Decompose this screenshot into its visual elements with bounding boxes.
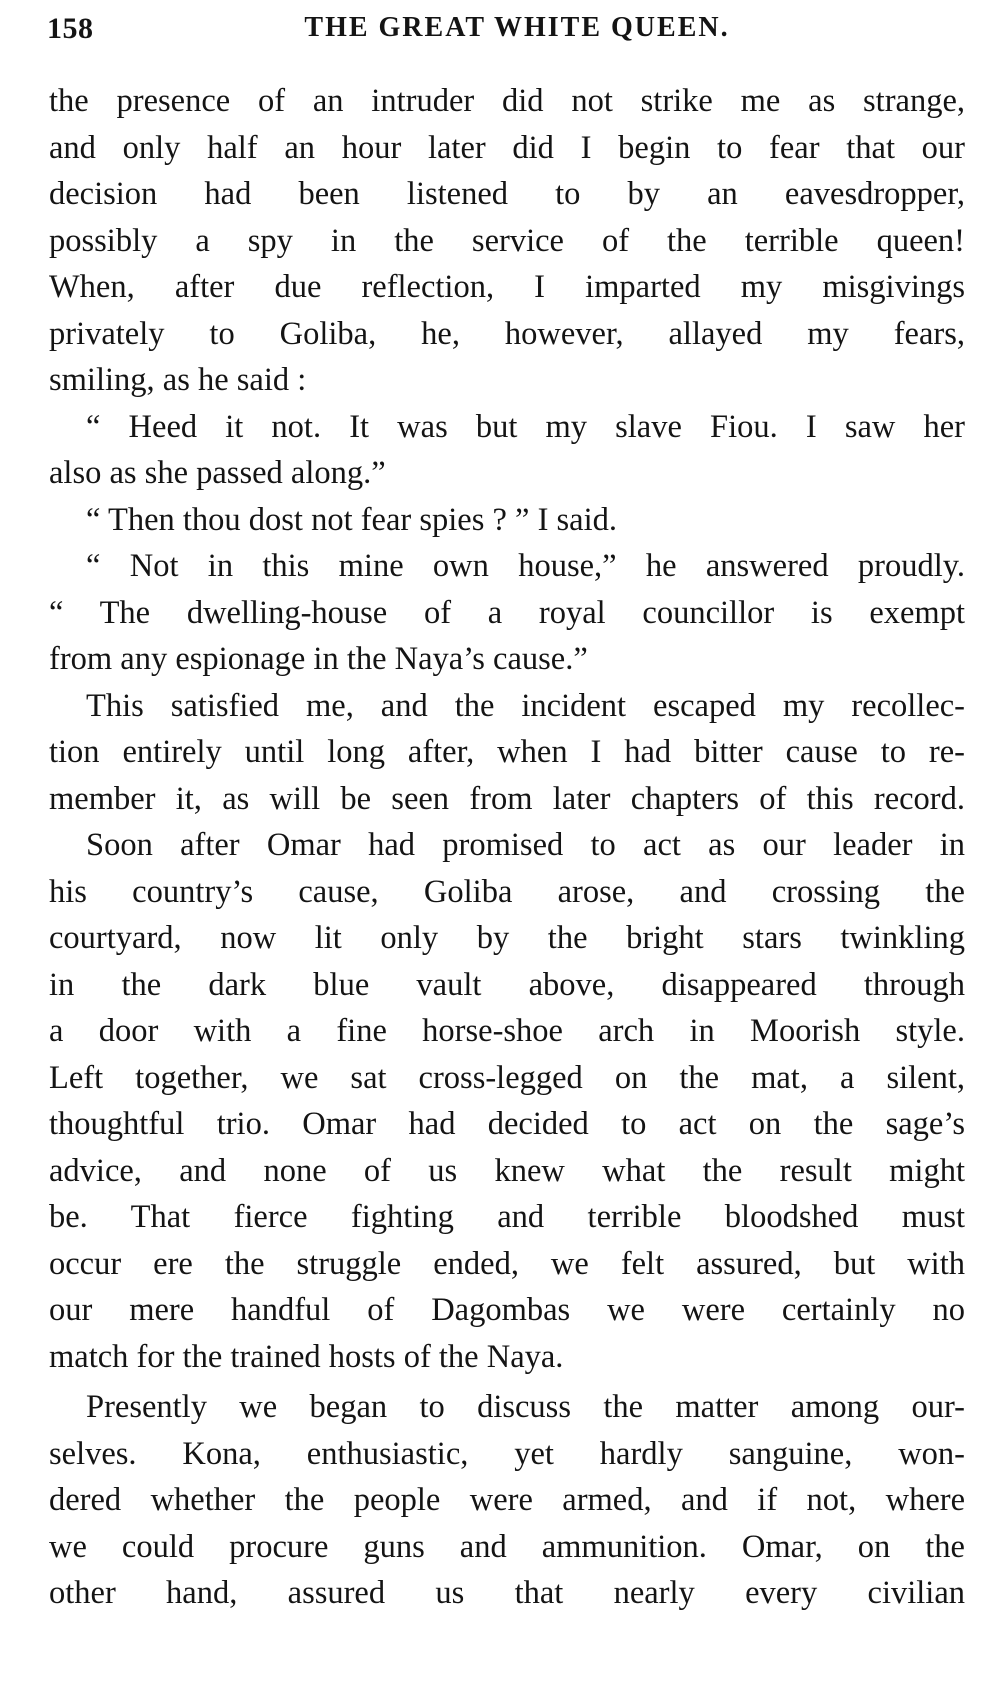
text-line: courtyard, now lit only by the bright stars twinkling: [49, 920, 965, 956]
text-line: match for the trained hosts of the Naya.: [49, 1338, 564, 1375]
text-line: advice, and none of us knew what the result might: [49, 1152, 965, 1189]
text-line: possibly a spy in the service of the terrible queen!: [49, 222, 965, 259]
text-line: a door with a fine horse-shoe arch in Moorish style.: [49, 1013, 965, 1049]
text-line: dered whether the people were armed, and if not, where: [49, 1482, 965, 1518]
text-line: other hand, assured us that nearly every civilian: [49, 1575, 965, 1611]
text-line: selves. Kona, enthusiastic, yet hardly sanguine, won-: [49, 1435, 965, 1472]
text-line: and only half an hour later did I begin to fear that our: [49, 129, 965, 166]
text-line: smiling, as he said :: [49, 362, 307, 398]
text-line: in the dark blue vault above, disappeared through: [49, 966, 965, 1003]
text-line: we could procure guns and ammunition. Omar, on the: [49, 1528, 965, 1565]
text-line: decision had been listened to by an eavesdropper,: [49, 176, 965, 212]
text-line: Soon after Omar had promised to act as our leader in: [86, 827, 965, 863]
running-title: THE GREAT WHITE QUEEN.: [304, 12, 730, 43]
text-line: “ Then thou dost not fear spies ? ” I said.: [86, 501, 617, 538]
text-line: member it, as will be seen from later chapters of this record.: [49, 780, 965, 817]
text-line: from any espionage in the Naya’s cause.”: [49, 641, 588, 677]
text-line: be. That fierce fighting and terrible bloodshed must: [49, 1199, 965, 1235]
body-text: [49, 78, 965, 1617]
text-line: “ Heed it not. It was but my slave Fiou. I saw her: [86, 408, 965, 445]
text-line: also as she passed along.”: [49, 455, 386, 491]
text-line: Left together, we sat cross-legged on the mat, a silent,: [49, 1059, 965, 1096]
text-line: thoughtful trio. Omar had decided to act on the sage’s: [49, 1106, 965, 1142]
text-line: “ The dwelling-house of a royal councillor is exempt: [49, 594, 965, 631]
text-line: When, after due reflection, I imparted my misgivings: [49, 269, 965, 305]
text-line: This satisfied me, and the incident escaped my recollec-: [86, 687, 965, 724]
text-line: his country’s cause, Goliba arose, and crossing the: [49, 873, 965, 910]
text-line: tion entirely until long after, when I had bitter cause to re-: [49, 734, 965, 770]
text-line: our mere handful of Dagombas we were certainly no: [49, 1292, 965, 1328]
text-line: “ Not in this mine own house,” he answered proudly.: [86, 548, 965, 584]
page-number: 158: [47, 12, 94, 45]
text-line: privately to Goliba, he, however, allayed my fears,: [49, 315, 965, 352]
text-line: Presently we began to discuss the matter among our-: [86, 1389, 965, 1425]
text-line: occur ere the struggle ended, we felt assured, but with: [49, 1245, 965, 1282]
running-head: [47, 12, 965, 52]
text-line: the presence of an intruder did not strike me as strange,: [49, 83, 965, 119]
